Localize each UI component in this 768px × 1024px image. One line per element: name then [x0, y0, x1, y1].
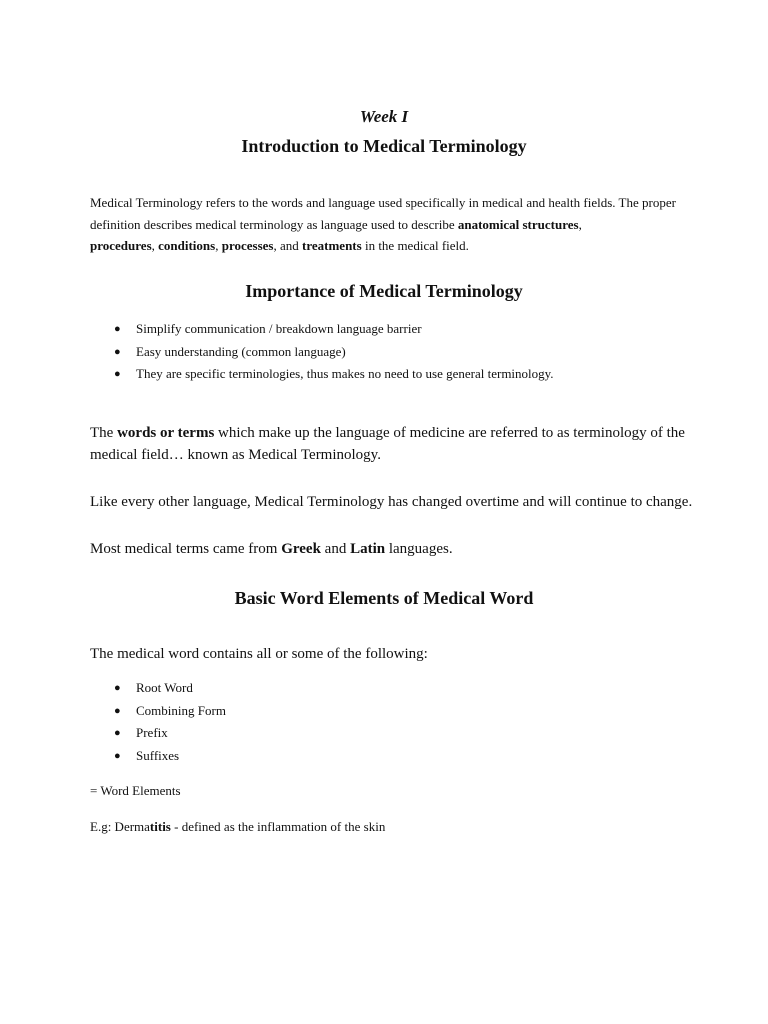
- page-title: Introduction to Medical Terminology: [241, 136, 527, 156]
- change-paragraph: Like every other language, Medical Terminology has changed overtime and will continue to change.: [90, 494, 693, 510]
- bullet-icon: ●: [114, 682, 121, 694]
- bullet-icon: ●: [114, 368, 121, 380]
- list-item: ● Simplify communication / breakdown language barrier: [114, 318, 714, 341]
- week-label: Week I: [359, 107, 409, 126]
- bullet-icon: ●: [114, 345, 121, 358]
- importance-heading: Importance of Medical Terminology: [245, 281, 523, 301]
- bullet-icon: ●: [114, 704, 121, 717]
- importance-list: [114, 318, 714, 386]
- list-item: ● Root Word: [114, 677, 714, 700]
- bullet-icon: ●: [114, 749, 121, 762]
- list-item: ● Suffixes: [114, 745, 714, 768]
- elements-heading: Basic Word Elements of Medical Word: [234, 588, 534, 608]
- elements-list: [114, 677, 714, 767]
- word-elements-result: = Word Elements: [90, 783, 181, 798]
- list-item: ● Combining Form: [114, 700, 714, 723]
- bullet-icon: ●: [114, 323, 121, 335]
- intro-paragraph: Medical Terminology refers to the words and language used specifically in medical and health fields. The proper definition describes medical terminology as language used to describe anatomical structures, procedures, conditions, processes, and treatments in the medical field.: [90, 195, 676, 253]
- elements-intro: The medical word contains all or some of the following:: [90, 646, 428, 662]
- list-item: ● Prefix: [114, 722, 714, 745]
- origin-paragraph: Most medical terms came from Greek and Latin languages.: [90, 541, 453, 557]
- words-paragraph: The words or terms which make up the language of medicine are referred to as terminology of the medical field… known as Medical Terminology.: [90, 425, 685, 463]
- example-line: E.g: Dermatitis - defined as the inflammation of the skin: [90, 819, 386, 834]
- bullet-icon: ●: [114, 727, 121, 739]
- list-item: ● They are specific terminologies, thus makes no need to use general terminology.: [114, 363, 714, 386]
- list-item: ● Easy understanding (common language): [114, 341, 714, 364]
